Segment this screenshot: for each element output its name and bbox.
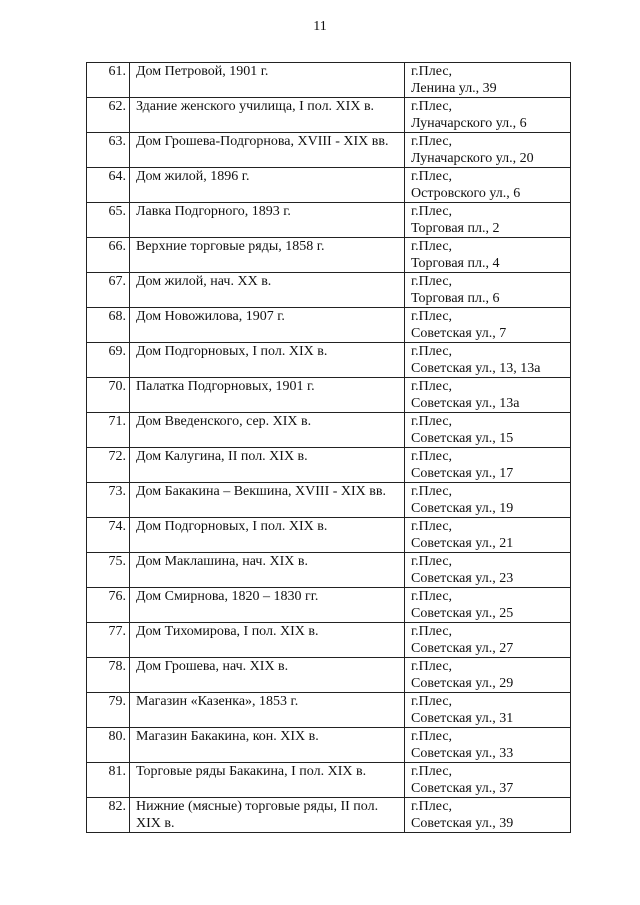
row-number: 76. [87, 588, 130, 623]
row-number: 67. [87, 273, 130, 308]
object-address [405, 133, 571, 168]
object-name: Дом Петровой, 1901 г. [130, 63, 405, 98]
address-city: г.Плес, [411, 484, 453, 499]
object-name: Магазин «Казенка», 1853 г. [130, 693, 405, 728]
row-number: 72. [87, 448, 130, 483]
table-row [87, 763, 571, 798]
table-row [87, 133, 571, 168]
row-number: 73. [87, 483, 130, 518]
object-name: Дом Подгорновых, I пол. XIX в. [130, 518, 405, 553]
object-name: Дом жилой, 1896 г. [130, 168, 405, 203]
object-address [405, 63, 571, 98]
address-street: Луначарского ул., 6 [411, 116, 527, 131]
table-row [87, 553, 571, 588]
address-street: Луначарского ул., 20 [411, 151, 534, 166]
table-row [87, 98, 571, 133]
address-city: г.Плес, [411, 379, 453, 394]
object-name: Нижние (мясные) торговые ряды, II пол. XIX в. [130, 798, 405, 833]
object-address [405, 203, 571, 238]
address-city: г.Плес, [411, 799, 453, 814]
address-city: г.Плес, [411, 169, 453, 184]
address-street: Советская ул., 37 [411, 781, 514, 796]
address-city: г.Плес, [411, 414, 453, 429]
object-name: Лавка Подгорного, 1893 г. [130, 203, 405, 238]
object-name: Здание женского училища, I пол. XIX в. [130, 98, 405, 133]
object-address [405, 238, 571, 273]
address-city: г.Плес, [411, 624, 453, 639]
table-row [87, 448, 571, 483]
address-city: г.Плес, [411, 764, 453, 779]
address-street: Советская ул., 7 [411, 326, 507, 341]
object-name: Дом Грошева-Подгорнова, XVIII - XIX вв. [130, 133, 405, 168]
object-name: Верхние торговые ряды, 1858 г. [130, 238, 405, 273]
address-city: г.Плес, [411, 309, 453, 324]
address-street: Советская ул., 29 [411, 676, 514, 691]
object-name: Торговые ряды Бакакина, I пол. XIX в. [130, 763, 405, 798]
table-row [87, 413, 571, 448]
table-row [87, 238, 571, 273]
row-number: 74. [87, 518, 130, 553]
address-city: г.Плес, [411, 239, 453, 254]
object-name: Палатка Подгорновых, 1901 г. [130, 378, 405, 413]
address-city: г.Плес, [411, 344, 453, 359]
address-street: Советская ул., 31 [411, 711, 514, 726]
address-city: г.Плес, [411, 729, 453, 744]
address-street: Советская ул., 25 [411, 606, 514, 621]
object-name: Магазин Бакакина, кон. XIX в. [130, 728, 405, 763]
address-city: г.Плес, [411, 659, 453, 674]
address-street: Советская ул., 33 [411, 746, 514, 761]
row-number: 79. [87, 693, 130, 728]
table-row [87, 168, 571, 203]
address-city: г.Плес, [411, 694, 453, 709]
object-address [405, 798, 571, 833]
row-number: 65. [87, 203, 130, 238]
row-number: 64. [87, 168, 130, 203]
row-number: 77. [87, 623, 130, 658]
object-address [405, 518, 571, 553]
object-name: Дом Новожилова, 1907 г. [130, 308, 405, 343]
table-row [87, 728, 571, 763]
row-number: 71. [87, 413, 130, 448]
address-street: Торговая пл., 2 [411, 221, 500, 236]
address-city: г.Плес, [411, 204, 453, 219]
address-city: г.Плес, [411, 589, 453, 604]
row-number: 68. [87, 308, 130, 343]
object-address [405, 308, 571, 343]
object-address [405, 98, 571, 133]
address-street: Советская ул., 13, 13а [411, 361, 541, 376]
table-row [87, 273, 571, 308]
address-street: Советская ул., 19 [411, 501, 514, 516]
object-name: Дом жилой, нач. XX в. [130, 273, 405, 308]
page-number: 11 [313, 19, 327, 34]
object-name: Дом Введенского, сер. XIX в. [130, 413, 405, 448]
object-name: Дом Грошева, нач. XIX в. [130, 658, 405, 693]
address-city: г.Плес, [411, 449, 453, 464]
address-city: г.Плес, [411, 134, 453, 149]
address-city: г.Плес, [411, 64, 453, 79]
address-street: Ленина ул., 39 [411, 81, 497, 96]
object-name: Дом Тихомирова, I пол. XIX в. [130, 623, 405, 658]
address-street: Советская ул., 39 [411, 816, 514, 831]
row-number: 62. [87, 98, 130, 133]
object-name: Дом Подгорновых, I пол. XIX в. [130, 343, 405, 378]
row-number: 69. [87, 343, 130, 378]
table-row [87, 483, 571, 518]
object-address [405, 553, 571, 588]
table-row [87, 693, 571, 728]
row-number: 66. [87, 238, 130, 273]
object-address [405, 658, 571, 693]
object-address [405, 693, 571, 728]
address-street: Советская ул., 13а [411, 396, 520, 411]
address-city: г.Плес, [411, 554, 453, 569]
table-row [87, 588, 571, 623]
table-row [87, 63, 571, 98]
table-body [87, 63, 571, 833]
table-row [87, 308, 571, 343]
object-address [405, 168, 571, 203]
address-street: Советская ул., 23 [411, 571, 514, 586]
object-address [405, 448, 571, 483]
table-row [87, 343, 571, 378]
address-street: Советская ул., 21 [411, 536, 514, 551]
row-number: 63. [87, 133, 130, 168]
object-address [405, 378, 571, 413]
object-address [405, 763, 571, 798]
table-row [87, 518, 571, 553]
object-name: Дом Калугина, II пол. XIX в. [130, 448, 405, 483]
table-row [87, 623, 571, 658]
row-number: 61. [87, 63, 130, 98]
address-street: Островского ул., 6 [411, 186, 521, 201]
address-street: Советская ул., 15 [411, 431, 514, 446]
address-street: Советская ул., 17 [411, 466, 514, 481]
table-row [87, 658, 571, 693]
table-row [87, 798, 571, 833]
address-city: г.Плес, [411, 519, 453, 534]
address-street: Советская ул., 27 [411, 641, 514, 656]
object-address [405, 483, 571, 518]
row-number: 78. [87, 658, 130, 693]
address-street: Торговая пл., 6 [411, 291, 500, 306]
object-address [405, 728, 571, 763]
object-address [405, 273, 571, 308]
row-number: 82. [87, 798, 130, 833]
object-address [405, 623, 571, 658]
row-number: 80. [87, 728, 130, 763]
heritage-objects-table [86, 62, 571, 833]
object-address [405, 343, 571, 378]
table-row [87, 378, 571, 413]
address-street: Торговая пл., 4 [411, 256, 500, 271]
row-number: 81. [87, 763, 130, 798]
object-name: Дом Бакакина – Векшина, XVIII - XIX вв. [130, 483, 405, 518]
address-city: г.Плес, [411, 99, 453, 114]
object-address [405, 413, 571, 448]
address-city: г.Плес, [411, 274, 453, 289]
row-number: 75. [87, 553, 130, 588]
table-row [87, 203, 571, 238]
row-number: 70. [87, 378, 130, 413]
object-address [405, 588, 571, 623]
object-name: Дом Маклашина, нач. XIX в. [130, 553, 405, 588]
object-name: Дом Смирнова, 1820 – 1830 гг. [130, 588, 405, 623]
